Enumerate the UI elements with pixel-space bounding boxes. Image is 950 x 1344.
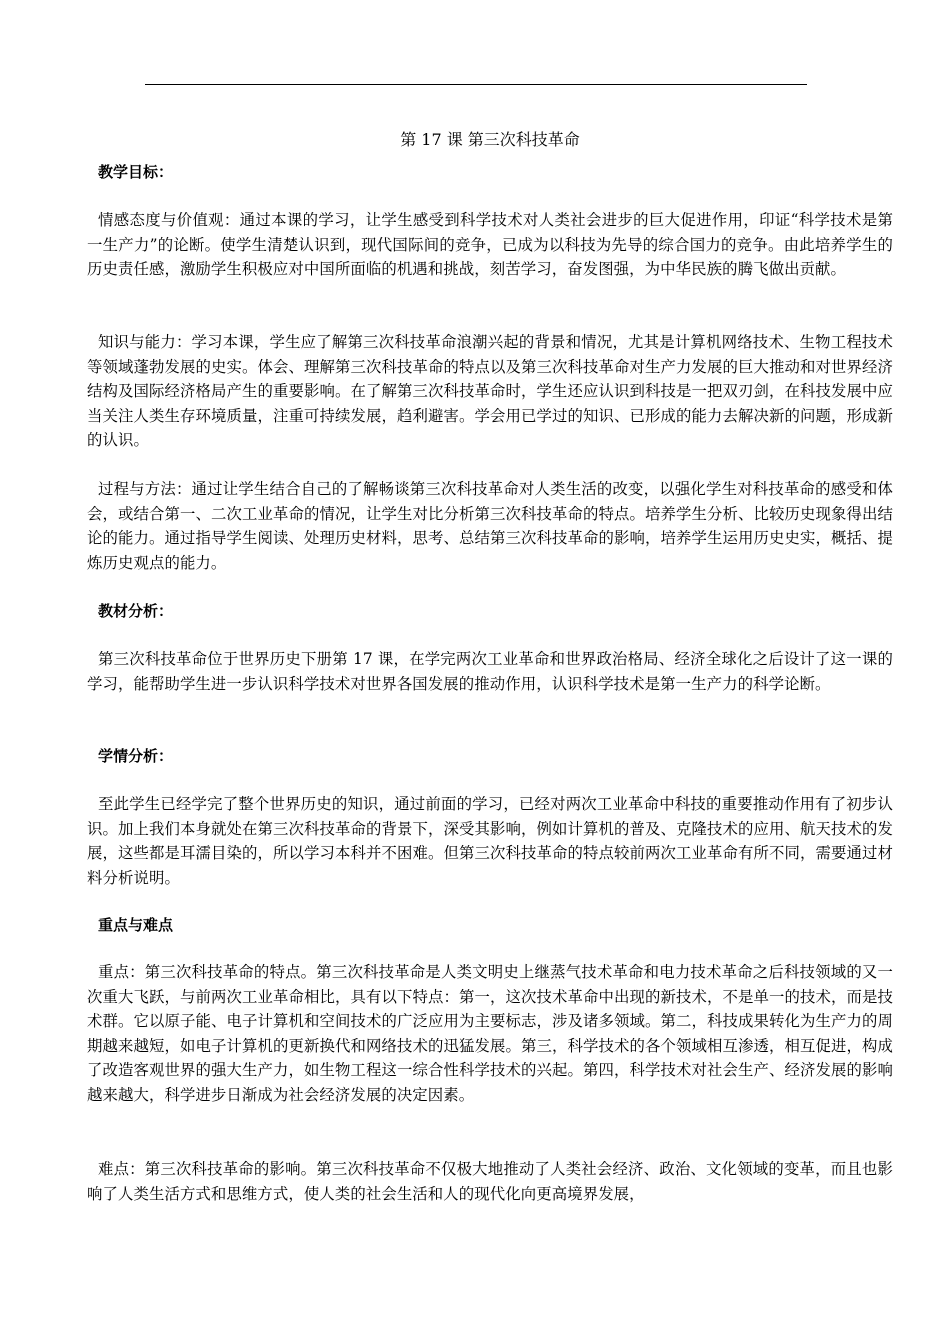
heading-key-difficult: 重点与难点	[98, 916, 174, 934]
paragraph-knowledge-ability: 知识与能力：学习本课，学生应了解第三次科技革命浪潮兴起的背景和情况，尤其是计算机网络技术、生物工程技术等领域蓬勃发展的史实。体会、理解第三次科技革命的特点以及第三次科技革命对生产力发展的巨大推动和对世界经济结构及国际经济格局产生的重要影响。在了解第三次科技革命时，学生还应认识到科技是一把双刃剑，在科技发展中应当关注人类生存环境质量，注重可持续发展，趋利避害。学会用已学过的知识、已形成的能力去解决新的问题，形成新的认识。	[87, 333, 893, 450]
paragraph-difficult-point: 难点：第三次科技革命的影响。第三次科技革命不仅极大地推动了人类社会经济、政治、文化领域的变革，而且也影响了人类生活方式和思维方式，使人类的社会生活和人的现代化向更高境界发展，	[87, 1160, 893, 1203]
paragraph-process-method: 过程与方法：通过让学生结合自己的了解畅谈第三次科技革命对人类生活的改变，以强化学生对科技革命的感受和体会，或结合第一、二次工业革命的情况，让学生对比分析第三次科技革命的特点。培养学生分析、比较历史现象得出结论的能力。通过指导学生阅读、处理历史材料，思考、总结第三次科技革命的影响，培养学生运用历史史实，概括、提炼历史观点的能力。	[87, 480, 893, 572]
heading-student-analysis: 学情分析：	[98, 747, 174, 765]
paragraph-material-analysis: 第三次科技革命位于世界历史下册第 17 课，在学完两次工业革命和世界政治格局、经济全球化之后设计了这一课的学习，能帮助学生进一步认识科学技术对世界各国发展的推动作用，认识科学技术是第一生产力的科学论断。	[87, 650, 893, 693]
lesson-title: 第 17 课 第三次科技革命	[400, 130, 580, 149]
paragraph-student-analysis: 至此学生已经学完了整个世界历史的知识，通过前面的学习，已经对两次工业革命中科技的重要推动作用有了初步认识。加上我们本身就处在第三次科技革命的背景下，深受其影响，例如计算机的普及、克隆技术的应用、航天技术的发展，这些都是耳濡目染的，所以学习本科并不困难。但第三次科技革命的特点较前两次工业革命有所不同，需要通过材料分析说明。	[87, 795, 893, 887]
paragraph-key-point: 重点：第三次科技革命的特点。第三次科技革命是人类文明史上继蒸气技术革命和电力技术革命之后科技领域的又一次重大飞跃，与前两次工业革命相比，具有以下特点：第一，这次技术革命中出现的新技术，不是单一的技术，而是技术群。它以原子能、电子计算机和空间技术的广泛应用为主要标志，涉及诸多领域。第二，科技成果转化为生产力的周期越来越短，如电子计算机的更新换代和网络技术的迅猛发展。第三，科学技术的各个领域相互渗透，相互促进，构成了改造客观世界的强大生产力，如生物工程这一综合性科学技术的兴起。第四，科学技术对社会生产、经济发展的影响越来越大，科学进步日渐成为社会经济发展的决定因素。	[87, 963, 893, 1104]
heading-material-analysis: 教材分析：	[98, 602, 174, 620]
heading-teaching-goals: 教学目标：	[98, 163, 174, 181]
paragraph-emotion-values: 情感态度与价值观：通过本课的学习，让学生感受到科学技术对人类社会进步的巨大促进作用，印证“科学技术是第一生产力”的论断。使学生清楚认识到，现代国际间的竞争，已成为以科技为先导的综合国力的竞争。由此培养学生的历史责任感，激励学生积极应对中国所面临的机遇和挑战，刻苦学习，奋发图强，为中华民族的腾飞做出贡献。	[87, 211, 893, 279]
header-rule	[145, 84, 807, 85]
